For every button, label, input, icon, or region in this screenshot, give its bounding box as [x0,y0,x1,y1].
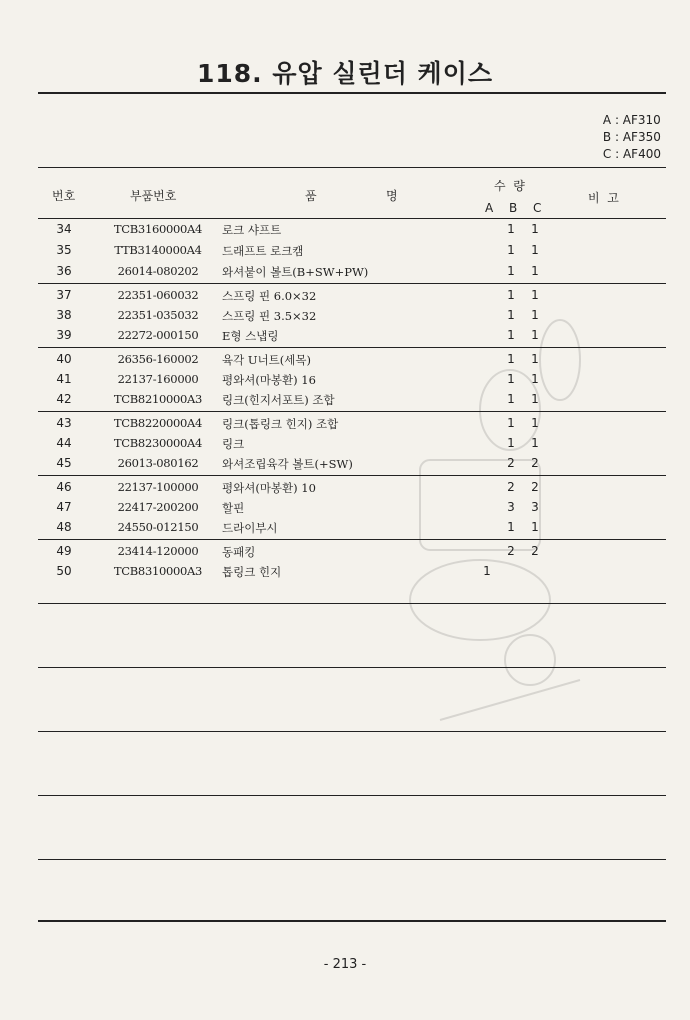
header-name-2: 명 [386,189,398,203]
table-row [0,500,690,520]
qty-c: 1 [531,222,539,236]
qty-b: 1 [507,328,515,342]
item-number: 50 [56,564,72,578]
part-name: 드래프트 로크캠 [222,244,304,258]
part-name: 와셔붙이 볼트(B+SW+PW) [222,265,369,279]
qty-c: 2 [531,480,539,494]
table-row [0,456,690,476]
qty-c: 3 [531,500,539,514]
part-number: 22137-160000 [117,372,199,386]
item-number: 42 [56,392,72,406]
part-number: TCB8220000A4 [113,416,203,430]
part-name: 톱링크 힌지 [222,565,282,579]
part-number: TCB8230000A4 [113,436,203,450]
part-name: E형 스냅링 [222,329,279,343]
qty-b: 1 [507,436,515,450]
group-rule [38,283,666,284]
part-number: TTB3140000A4 [114,243,202,257]
item-number: 46 [56,480,72,494]
part-name: 평와셔(마봉환) 16 [222,373,316,387]
part-name: 링크 [222,437,245,451]
qty-c: 2 [531,456,539,470]
qty-b: 1 [507,416,515,430]
part-name: 평와셔(마봉환) 10 [222,481,316,495]
item-number: 47 [56,500,72,514]
qty-b: 1 [507,288,515,302]
empty-rule [38,731,666,732]
part-name: 와셔조립육각 볼트(+SW) [222,457,353,471]
qty-c: 1 [531,352,539,366]
qty-b: 1 [507,308,515,322]
qty-b: 2 [507,480,515,494]
model-b: B : AF350 [602,130,661,144]
part-name: 스프링 핀 3.5×32 [222,309,317,323]
part-name: 스프링 핀 6.0×32 [222,289,317,303]
item-number: 48 [56,520,72,534]
item-number: 39 [56,328,72,342]
qty-b: 1 [507,392,515,406]
qty-b: 1 [507,222,515,236]
header-c: C [533,201,542,215]
qty-c: 1 [531,288,539,302]
group-rule [38,411,666,412]
part-name: 로크 샤프트 [222,223,282,237]
item-number: 35 [56,243,72,257]
part-number: 22351-060032 [117,288,199,302]
qty-c: 1 [531,264,539,278]
table-row [0,243,690,263]
item-number: 45 [56,456,72,470]
part-number: 23414-120000 [117,544,199,558]
table-row [0,352,690,372]
table-row [0,436,690,456]
header-qty: 수 량 [494,179,525,193]
header-b: B [509,201,518,215]
item-number: 38 [56,308,72,322]
part-number: TCB3160000A4 [113,222,203,236]
empty-rule [38,795,666,796]
qty-c: 1 [531,328,539,342]
qty-c: 1 [531,308,539,322]
table-row [0,544,690,564]
part-number: TCB8210000A3 [113,392,203,406]
group-rule [38,603,666,604]
table-row [0,564,690,584]
model-legend [603,112,661,163]
item-number: 36 [56,264,72,278]
header-a: A [485,201,494,215]
qty-c: 1 [531,520,539,534]
item-number: 40 [56,352,72,366]
item-number: 37 [56,288,72,302]
header-remarks: 비 고 [588,191,619,205]
part-number: 22417-200200 [117,500,199,514]
part-number: 24550-012150 [117,520,199,534]
table-row [0,372,690,392]
part-number: 22137-100000 [117,480,199,494]
part-name: 육각 U너트(세목) [222,353,311,367]
qty-b: 1 [507,372,515,386]
table-row [0,480,690,500]
item-number: 43 [56,416,72,430]
table-row [0,328,690,348]
item-number: 49 [56,544,72,558]
qty-c: 1 [531,436,539,450]
table-row [0,308,690,328]
part-name: 할핀 [222,501,245,515]
item-number: 44 [56,436,72,450]
qty-b: 3 [507,500,515,514]
qty-b: 1 [507,264,515,278]
part-number: 22351-035032 [117,308,199,322]
model-a: A : AF310 [602,113,661,127]
qty-c: 1 [531,243,539,257]
qty-c: 1 [531,372,539,386]
header-top-rule [38,167,666,168]
qty-c: 1 [531,416,539,430]
table-row [0,288,690,308]
part-name: 링크(힌지서포트) 조합 [222,393,335,407]
qty-a: 1 [483,564,491,578]
group-rule [38,347,666,348]
qty-c: 2 [531,544,539,558]
header-name-1: 품 [305,189,317,203]
qty-b: 1 [507,520,515,534]
part-name: 링크(톱링크 힌지) 조합 [222,417,339,431]
item-number: 34 [56,222,72,236]
page-title: 118. 유압 실린더 케이스 [197,59,493,88]
group-rule [38,475,666,476]
model-c: C : AF400 [602,147,661,161]
table-row [0,520,690,540]
table-row [0,264,690,284]
part-number: TCB8310000A3 [113,564,203,578]
group-rule [38,539,666,540]
header-no: 번호 [52,189,76,203]
page-number: - 213 - [323,957,367,972]
part-name: 드라이부시 [222,521,278,535]
qty-c: 1 [531,392,539,406]
empty-rule [38,859,666,860]
qty-b: 2 [507,456,515,470]
table-row [0,392,690,412]
title-rule [38,92,666,94]
item-number: 41 [56,372,72,386]
part-number: 26356-160002 [117,352,199,366]
part-name: 동패킹 [222,545,256,559]
part-number: 26013-080162 [117,456,199,470]
empty-rule [38,667,666,668]
qty-b: 1 [507,352,515,366]
table-bottom-rule [38,920,666,922]
header-part-no: 부품번호 [130,189,177,203]
header-bottom-rule [38,218,666,219]
part-number: 26014-080202 [117,264,199,278]
table-row [0,416,690,436]
part-number: 22272-000150 [117,328,199,342]
qty-b: 1 [507,243,515,257]
table-row [0,222,690,242]
qty-b: 2 [507,544,515,558]
